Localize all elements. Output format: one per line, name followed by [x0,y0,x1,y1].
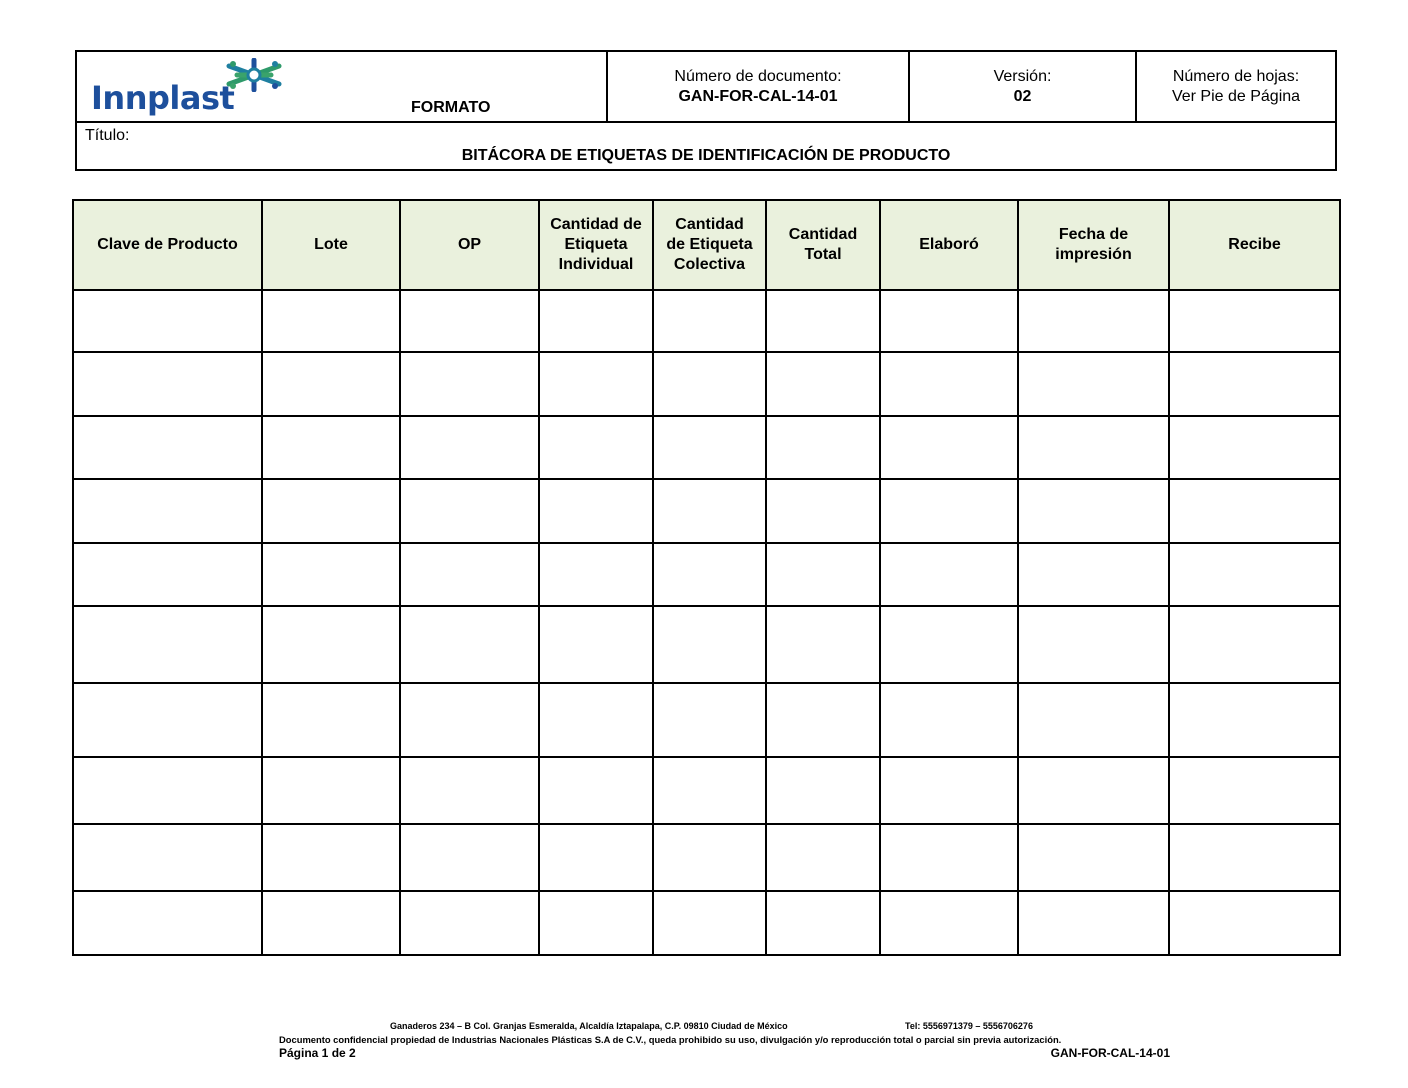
table-row [73,683,1340,756]
table-cell[interactable] [766,824,880,890]
table-cell[interactable] [653,891,766,955]
document-header [75,50,1337,171]
version-value: 02 [1013,88,1032,105]
table-cell[interactable] [539,891,653,955]
table-cell[interactable] [1018,416,1169,479]
table-cell[interactable] [1018,290,1169,352]
table-cell[interactable] [262,891,400,955]
table-cell[interactable] [400,606,539,683]
table-row [73,290,1340,352]
table-header-row [73,200,1340,290]
table-cell[interactable] [400,290,539,352]
column-header-op: OP [400,200,539,290]
column-header-clave-producto: Clave de Producto [73,200,262,290]
company-logo [89,58,309,116]
footer-phone: Tel: 5556971379 – 5556706276 [905,1021,1033,1031]
table-cell[interactable] [880,416,1018,479]
footer-page-number: Página 1 de 2 [279,1046,356,1060]
column-header-cantidad-total: Cantidad Total [766,200,880,290]
table-cell[interactable] [539,352,653,415]
sheets-value: Ver Pie de Página [1171,88,1301,105]
table-cell[interactable] [400,416,539,479]
table-row [73,757,1340,824]
column-header-cantidad-individual: Cantidad de Etiqueta Individual [539,200,653,290]
table-cell[interactable] [766,352,880,415]
title-row [77,121,1335,169]
table-cell[interactable] [539,479,653,542]
table-cell[interactable] [262,543,400,606]
form-type-label: FORMATO [411,99,491,116]
table-cell[interactable] [262,606,400,683]
table-cell[interactable] [653,479,766,542]
table-cell[interactable] [880,824,1018,890]
table-cell[interactable] [400,757,539,824]
version-label: Versión: [993,68,1052,85]
table-cell[interactable] [1169,606,1340,683]
table-cell[interactable] [880,891,1018,955]
table-cell[interactable] [766,606,880,683]
sheets-label: Número de hojas: [1172,68,1300,85]
column-header-cantidad-colectiva: Cantidad de Etiqueta Colectiva [653,200,766,290]
doc-number-label: Número de documento: [674,68,842,85]
table-cell[interactable] [262,416,400,479]
table-cell[interactable] [539,290,653,352]
table-cell[interactable] [1169,290,1340,352]
table-cell[interactable] [1169,757,1340,824]
table-cell[interactable] [73,683,262,756]
version-cell [910,52,1137,121]
column-header-recibe: Recibe [1169,200,1340,290]
table-row [73,543,1340,606]
table-cell[interactable] [653,683,766,756]
table-cell[interactable] [262,479,400,542]
table-cell[interactable] [262,824,400,890]
table-cell[interactable] [73,479,262,542]
table-cell[interactable] [262,683,400,756]
table-row [73,479,1340,542]
table-cell[interactable] [539,683,653,756]
header-top-row [77,52,1335,123]
footer-address: Ganaderos 234 – B Col. Granjas Esmeralda, Alcaldía Iztapalapa, C.P. 09810 Ciudad de México [390,1021,788,1031]
table-cell[interactable] [766,891,880,955]
table-cell[interactable] [1169,891,1340,955]
table-cell[interactable] [400,543,539,606]
table-cell[interactable] [539,543,653,606]
table-cell[interactable] [73,824,262,890]
table-cell[interactable] [766,479,880,542]
table-cell[interactable] [73,606,262,683]
table-cell[interactable] [1018,352,1169,415]
table-cell[interactable] [73,352,262,415]
title-label: Título: [85,127,130,144]
table-cell[interactable] [880,543,1018,606]
table-cell[interactable] [653,606,766,683]
table-row [73,416,1340,479]
table-row [73,352,1340,415]
table-cell[interactable] [539,824,653,890]
table-cell[interactable] [653,543,766,606]
table-cell[interactable] [766,757,880,824]
table-cell[interactable] [262,757,400,824]
table-cell[interactable] [653,290,766,352]
table-cell[interactable] [880,683,1018,756]
table-cell[interactable] [1169,824,1340,890]
footer-confidential-notice: Documento confidencial propiedad de Industrias Nacionales Plásticas S.A de C.V., queda prohibido su uso, divulgación y/o reproducción total o parcial sin previa autorización. [279,1034,1062,1045]
table-cell[interactable] [880,290,1018,352]
table-cell[interactable] [1018,757,1169,824]
table-cell[interactable] [653,352,766,415]
table-cell[interactable] [400,479,539,542]
table-cell[interactable] [400,891,539,955]
table-cell[interactable] [653,416,766,479]
table-row [73,824,1340,890]
table-cell[interactable] [262,290,400,352]
table-cell[interactable] [73,543,262,606]
table-cell[interactable] [1018,683,1169,756]
table-cell[interactable] [1018,479,1169,542]
table-cell[interactable] [1018,891,1169,955]
table-cell[interactable] [73,757,262,824]
table-cell[interactable] [1169,543,1340,606]
table-body [73,290,1340,955]
table-cell[interactable] [1169,683,1340,756]
table-cell[interactable] [880,606,1018,683]
doc-number-value: GAN-FOR-CAL-14-01 [678,88,838,105]
table-cell[interactable] [880,352,1018,415]
table-cell[interactable] [400,352,539,415]
footer-document-code: GAN-FOR-CAL-14-01 [1050,1046,1170,1060]
table-cell[interactable] [1018,606,1169,683]
table-cell[interactable] [539,757,653,824]
table-cell[interactable] [880,479,1018,542]
table-cell[interactable] [1169,416,1340,479]
table-row [73,606,1340,683]
table-cell[interactable] [539,416,653,479]
table-cell[interactable] [653,757,766,824]
column-header-lote: Lote [262,200,400,290]
table-cell[interactable] [766,416,880,479]
table-cell[interactable] [1169,352,1340,415]
logo-cell [77,52,608,121]
table-cell[interactable] [1018,543,1169,606]
table-cell[interactable] [766,290,880,352]
table-cell[interactable] [400,824,539,890]
table-cell[interactable] [1018,824,1169,890]
doc-number-cell [608,52,910,121]
labels-log-table [72,199,1341,956]
table-cell[interactable] [73,416,262,479]
table-cell[interactable] [539,606,653,683]
logo-wordmark: Innplast [91,79,235,117]
table-cell[interactable] [766,683,880,756]
table-cell[interactable] [1169,479,1340,542]
table-cell[interactable] [73,290,262,352]
table-cell[interactable] [262,352,400,415]
sheets-cell [1137,52,1335,121]
column-header-elaboro: Elaboró [880,200,1018,290]
column-header-fecha-impresion: Fecha de impresión [1018,200,1169,290]
table-cell[interactable] [653,824,766,890]
table-cell[interactable] [400,683,539,756]
page-title: BITÁCORA DE ETIQUETAS DE IDENTIFICACIÓN DE PRODUCTO [461,147,951,164]
table-cell[interactable] [880,757,1018,824]
table-row [73,891,1340,955]
table-cell[interactable] [766,543,880,606]
table-cell[interactable] [73,891,262,955]
